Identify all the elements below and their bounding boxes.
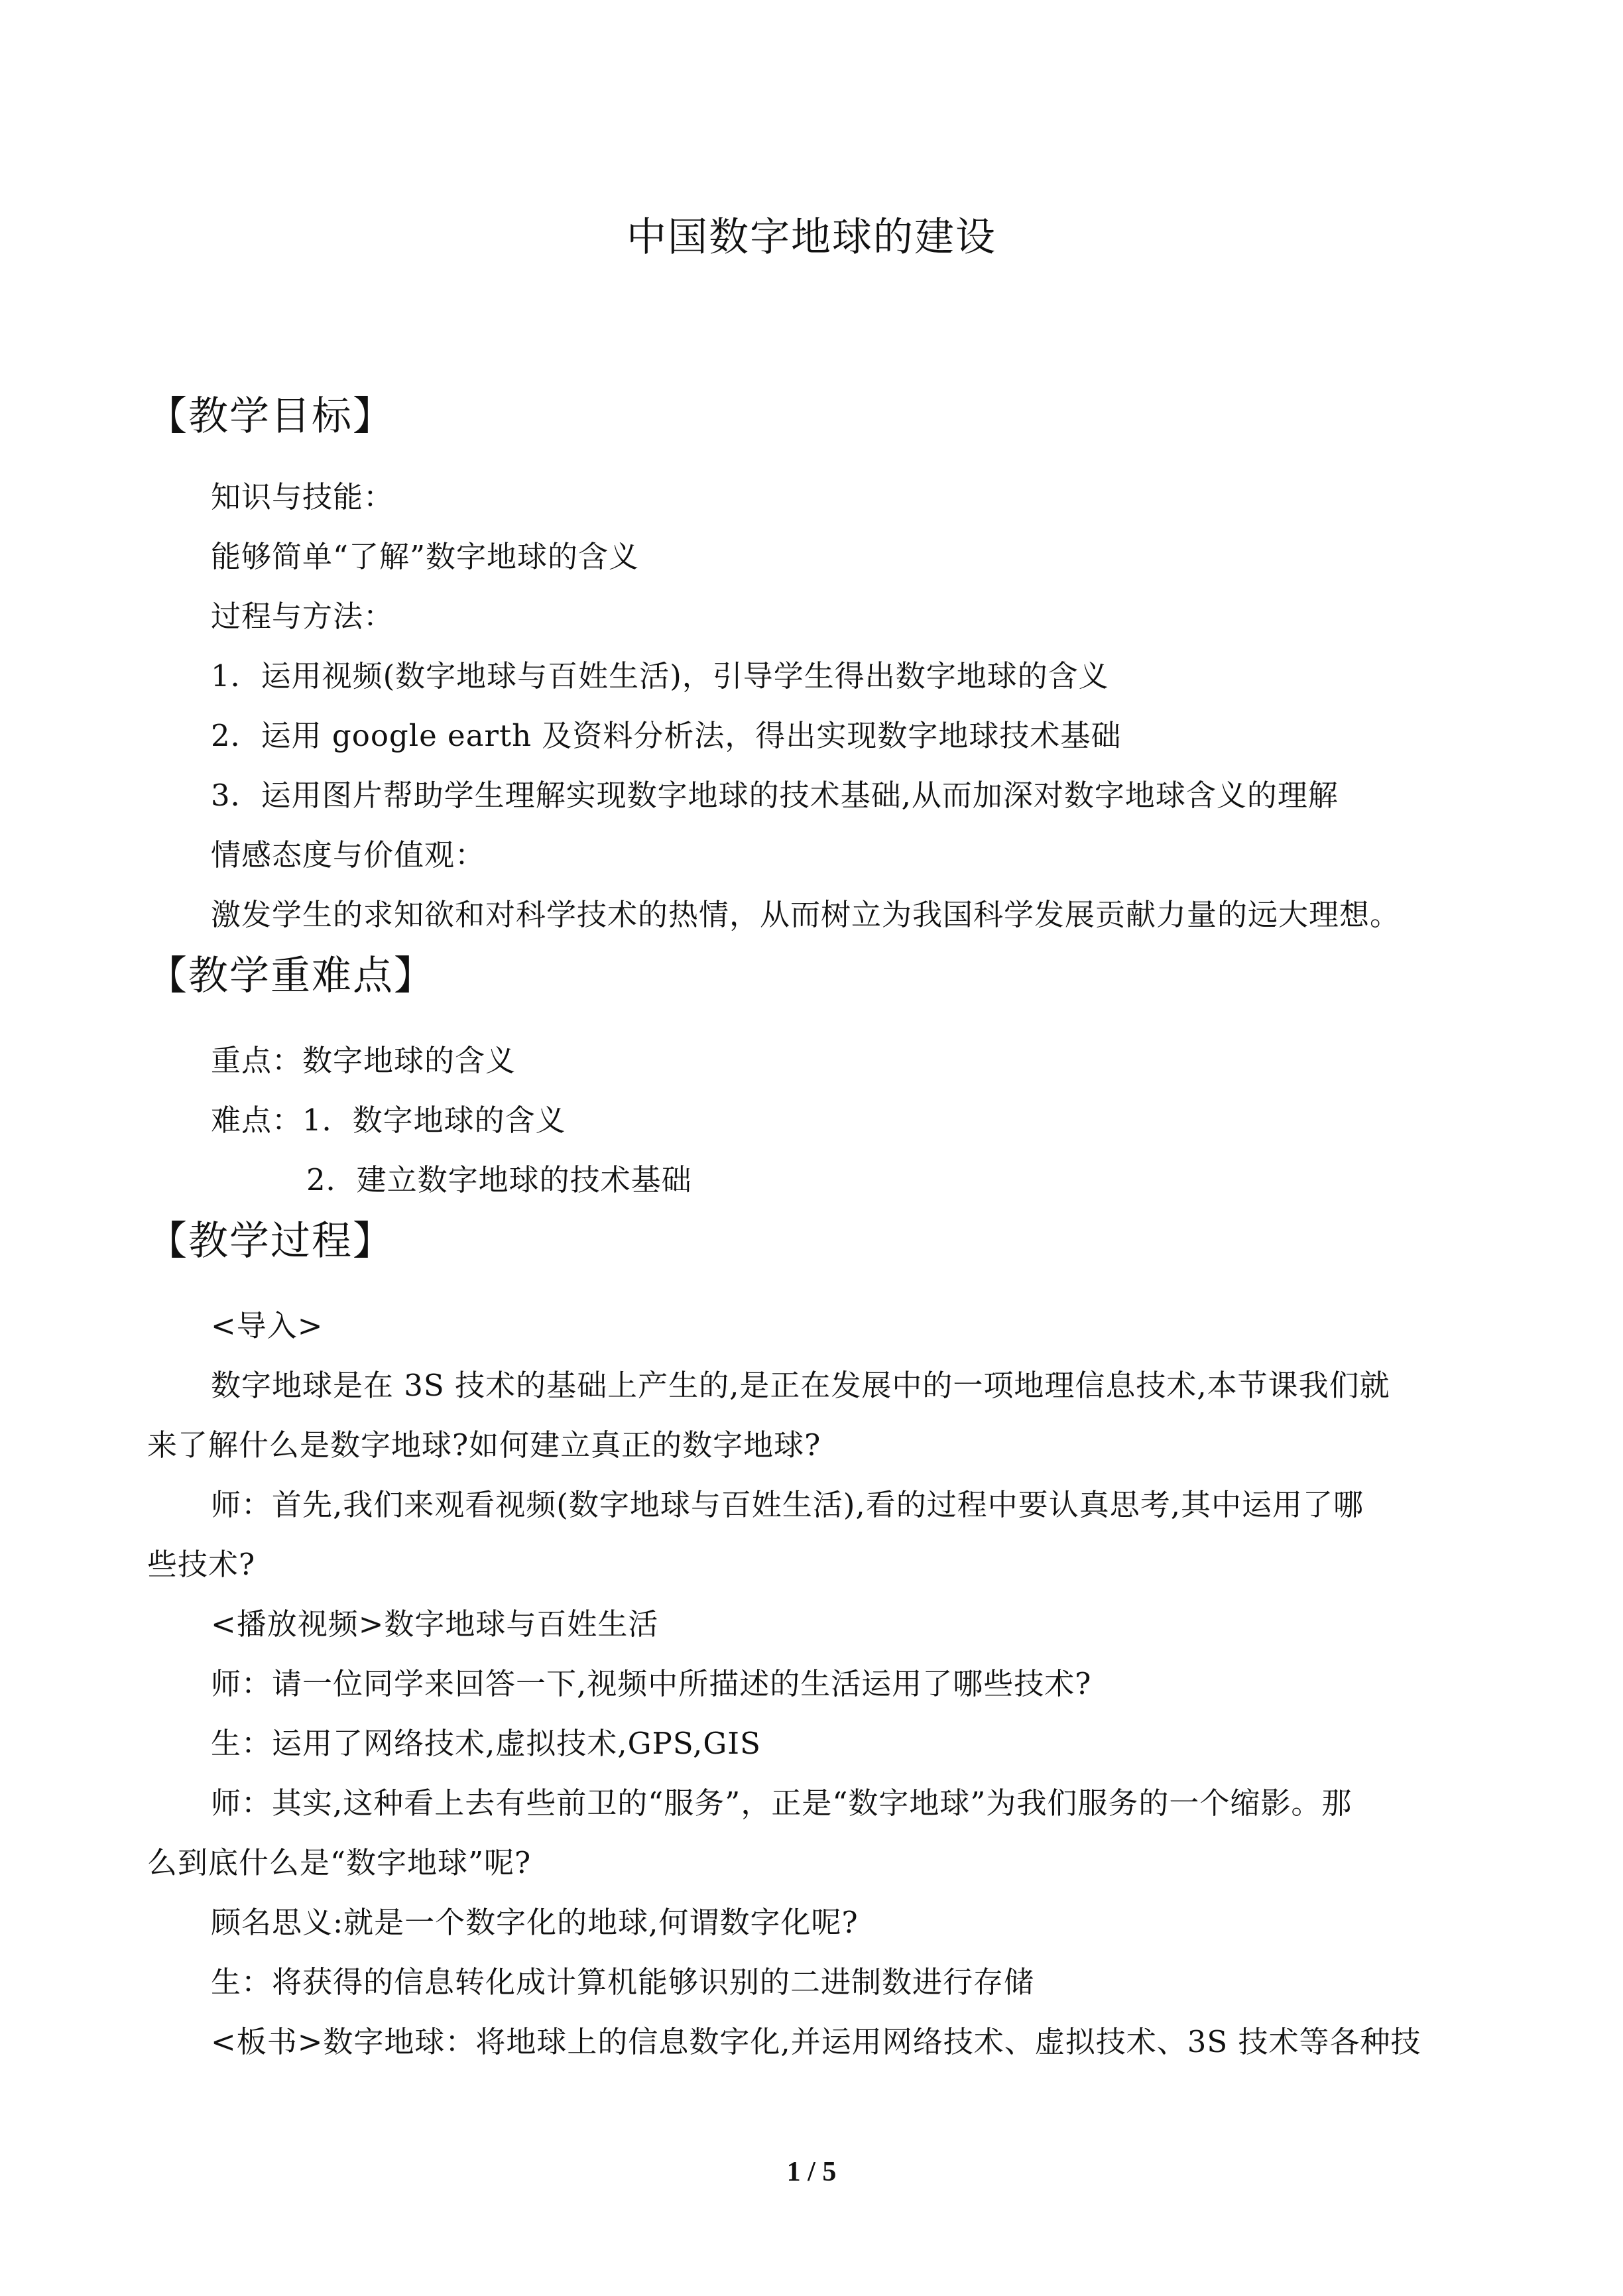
- paragraph-line: 来了解什么是数字地球?如何建立真正的数字地球?: [147, 1427, 821, 1463]
- page-number: 1 / 5: [786, 2157, 837, 2187]
- paragraph-line: 顾名思义:就是一个数字化的地球,何谓数字化呢?: [211, 1905, 859, 1940]
- paragraph-line: 2．运用 google earth 及资料分析法，得出实现数字地球技术基础: [211, 718, 1122, 753]
- paragraph-line: 生：运用了网络技术,虚拟技术,GPS,GIS: [211, 1726, 761, 1761]
- paragraph-line: 重点：数字地球的含义: [211, 1043, 516, 1078]
- paragraph-line: 些技术?: [147, 1547, 256, 1582]
- paragraph-line: 么到底什么是“数字地球”呢?: [147, 1845, 532, 1880]
- section-heading-objectives: 【教学目标】: [147, 393, 394, 440]
- paragraph-line: 数字地球是在 3S 技术的基础上产生的,是正在发展中的一项地理信息技术,本节课我们就: [211, 1368, 1390, 1403]
- paragraph-line: <板书>数字地球：将地球上的信息数字化,并运用网络技术、虚拟技术、3S 技术等各种技: [211, 2024, 1421, 2059]
- paragraph-line: 3．运用图片帮助学生理解实现数字地球的技术基础,从而加深对数字地球含义的理解: [211, 778, 1339, 813]
- paragraph-line: 2．建立数字地球的技术基础: [306, 1162, 692, 1197]
- paragraph-line: <播放视频>数字地球与百姓生活: [211, 1606, 659, 1642]
- paragraph-line: 激发学生的求知欲和对科学技术的热情，从而树立为我国科学发展贡献力量的远大理想。: [211, 897, 1401, 932]
- paragraph-line: 情感态度与价值观：: [211, 837, 486, 873]
- paragraph-line: 师：其实,这种看上去有些前卫的“服务”，正是“数字地球”为我们服务的一个缩影。那: [211, 1785, 1352, 1821]
- paragraph-line: 生：将获得的信息转化成计算机能够识别的二进制数进行存储: [211, 1964, 1035, 2000]
- paragraph-line: 师：首先,我们来观看视频(数字地球与百姓生活),看的过程中要认真思考,其中运用了哪: [211, 1487, 1364, 1522]
- paragraph-line: 难点：1．数字地球的含义: [211, 1103, 566, 1138]
- paragraph-line: 能够简单“了解”数字地球的含义: [211, 539, 640, 574]
- page-title: 中国数字地球的建设: [627, 214, 996, 261]
- paragraph-line: 师：请一位同学来回答一下,视频中所描述的生活运用了哪些技术?: [211, 1666, 1092, 1701]
- paragraph-line: <导入>: [211, 1308, 324, 1343]
- paragraph-line: 过程与方法：: [211, 599, 394, 634]
- section-heading-process: 【教学过程】: [147, 1218, 394, 1264]
- paragraph-line: 知识与技能：: [211, 479, 394, 514]
- paragraph-line: 1．运用视频(数字地球与百姓生活)，引导学生得出数字地球的含义: [211, 658, 1109, 694]
- section-heading-key-points: 【教学重难点】: [147, 953, 435, 999]
